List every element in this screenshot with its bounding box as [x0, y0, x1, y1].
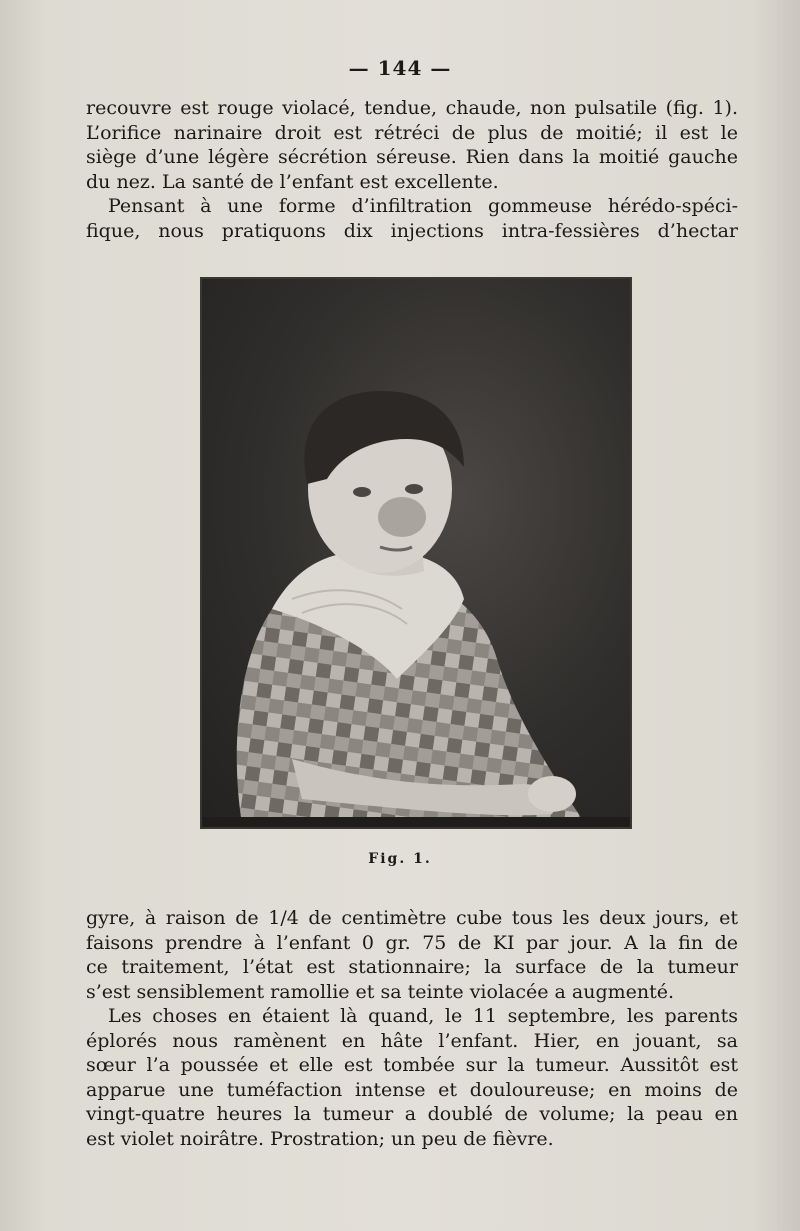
text-line: éplorés nous ramènent en hâte l’enfant. Hier, en jouant, sa [86, 1029, 738, 1052]
text-line: Les choses en étaient là quand, le 11 septembre, les parents [108, 1005, 738, 1027]
text-line: L’orifice narinaire droit est rétréci de plus de moitié; il est le [86, 121, 738, 144]
text-block-bottom [86, 906, 738, 1151]
text-block-top [86, 96, 738, 243]
text-line: recouvre est rouge violacé, tendue, chaude, non pulsatile (fig. 1). [86, 97, 738, 119]
text-line: apparue une tuméfaction intense et douloureuse; en moins de [86, 1078, 738, 1101]
figure-photograph [200, 277, 632, 829]
text-line: ce traitement, l’état est stationnaire; la surface de la tumeur [86, 956, 738, 978]
text-line: fique, nous pratiquons dix injections intra-fessières d’hectar [86, 219, 738, 242]
text-line: gyre, à raison de 1/4 de centimètre cube tous les deux jours, et [86, 907, 738, 929]
text-line: vingt-quatre heures la tumeur a doublé de volume; la peau en [86, 1103, 738, 1125]
child-portrait-illustration [202, 279, 630, 827]
page-number: — 144 — [348, 56, 452, 80]
text-line: sœur l’a poussée et elle est tombée sur la tumeur. Aussitôt est [86, 1054, 738, 1076]
figure-caption: Fig. 1. [368, 851, 432, 867]
text-line: Pensant à une forme d’infiltration gommeuse hérédo-spéci- [108, 195, 738, 217]
text-line: siège d’une légère sécrétion séreuse. Rien dans la moitié gauche [86, 146, 738, 168]
text-line: faisons prendre à l’enfant 0 gr. 75 de KI par jour. A la fin de [86, 931, 738, 954]
text-line: est violet noirâtre. Prostration; un peu de fièvre. [86, 1127, 554, 1150]
text-line: s’est sensiblement ramollie et sa teinte violacée a augmenté. [86, 980, 675, 1003]
text-line: du nez. La santé de l’enfant est excellente. [86, 170, 499, 193]
